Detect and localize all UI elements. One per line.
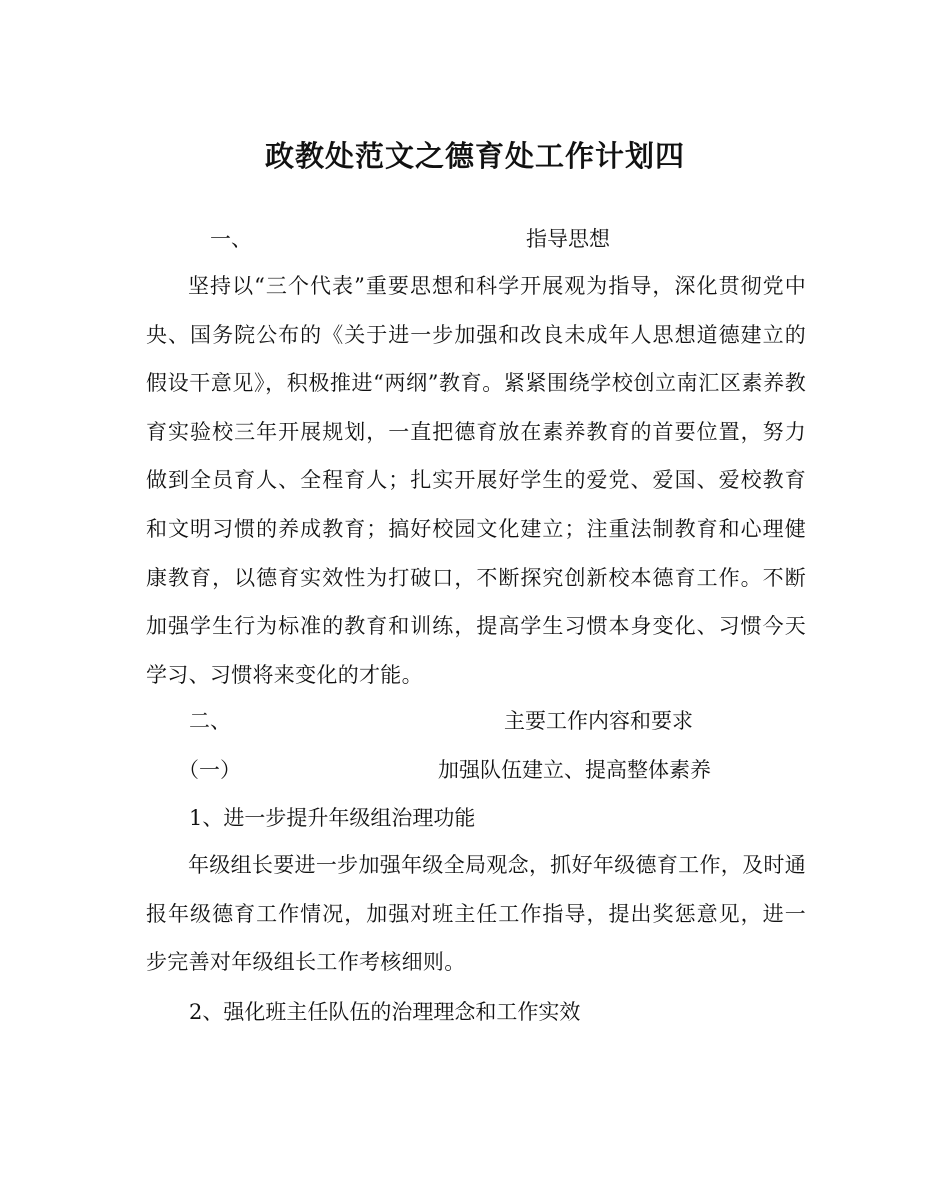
section-2-number: 二、 [189, 709, 231, 733]
subsection-1-number: （一） [178, 758, 241, 782]
item-1-heading: 1、进一步提升年级组治理功能 [189, 806, 476, 830]
paragraph-guiding-thought: 坚持以“三个代表”重要思想和科学开展观为指导，深化贯彻党中央、国务院公布的《关于进一步加强和改良未成年人思想道德建立的假设干意见》，积极推进“两纲”教育。紧紧围绕学校创立南汇区素养教育实验校三年开展规划，一直把德育放在素养教育的首要位置，努力做到全员育人、全程育人；扎实开展好学生的爱党、爱国、爱校教育和文明习惯的养成教育；搞好校园文化建立；注重法制教育和心理健康教育，以德育实效性为打破口，不断探究创新校本德育工作。不断加强学生行为标准的教育和训练，提高学生习惯本身变化、习惯今天学习、习惯将来变化的才能。 [146, 274, 806, 687]
document-title: 政教处范文之德育处工作计划四 [264, 139, 685, 173]
paragraph-grade-leaders: 年级组长要进一步加强年级全局观念，抓好年级德育工作，及时通报年级德育工作情况，加强对班主任工作指导，提出奖惩意见，进一步完善对年级组长工作考核细则。 [146, 853, 806, 975]
section-2-heading: 主要工作内容和要求 [504, 709, 693, 733]
item-2-heading: 2、强化班主任队伍的治理理念和工作实效 [189, 1000, 581, 1024]
section-1-number: 一、 [210, 227, 252, 251]
subsection-1-heading: 加强队伍建立、提高整体素养 [438, 758, 711, 782]
section-1-heading: 指导思想 [526, 227, 610, 251]
